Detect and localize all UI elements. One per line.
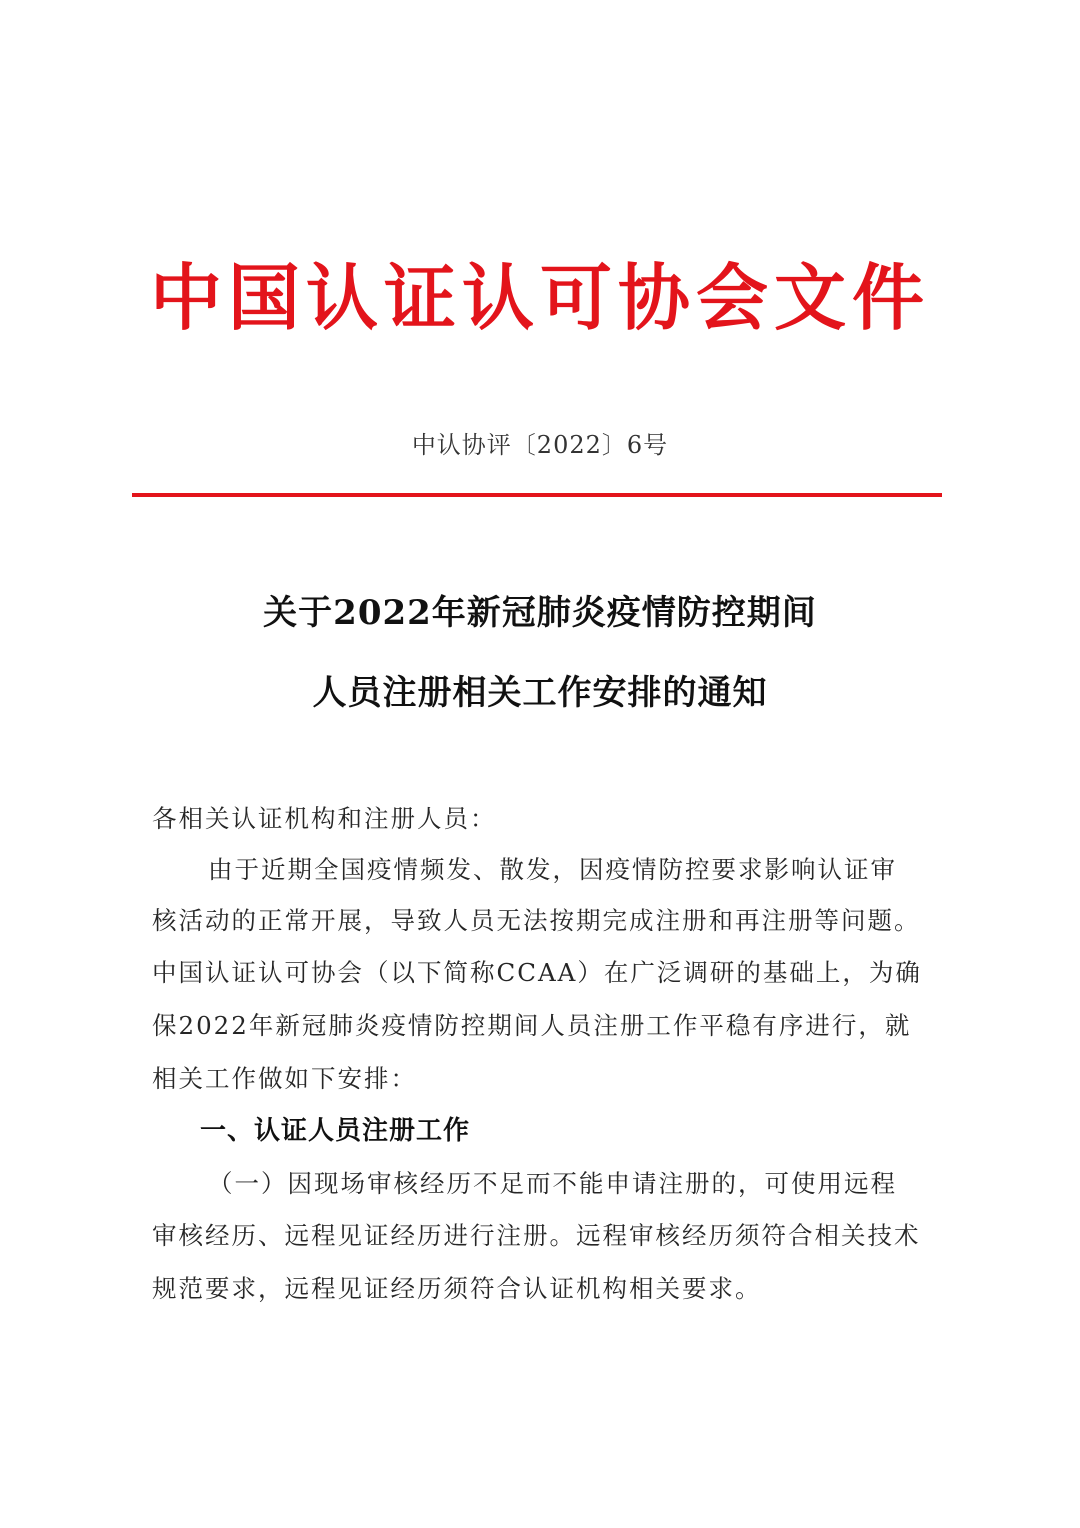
paragraph-1-line-1: 由于近期全国疫情频发、散发，因疫情防控要求影响认证审 [208,855,897,884]
paragraph-2-line-1: （一）因现场审核经历不足而不能申请注册的，可使用远程 [208,1169,897,1198]
section-1-heading: 一、认证人员注册工作 [200,1116,471,1146]
paragraph-1-line-3: 中国认证认可协会（以下简称CCAA）在广泛调研的基础上，为确 [152,958,922,987]
paragraph-2-line-3: 规范要求，远程见证经历须符合认证机构相关要求。 [152,1274,762,1303]
paragraph-1-line-2: 核活动的正常开展，导致人员无法按期完成注册和再注册等问题。 [152,906,921,935]
paragraph-2-line-2: 审核经历、远程见证经历进行注册。远程审核经历须符合相关技术 [152,1221,921,1250]
paragraph-1-line-5: 相关工作做如下安排： [152,1064,417,1093]
notice-title-line-2: 人员注册相关工作安排的通知 [312,673,768,713]
notice-title-line-1: 关于2022年新冠肺炎疫情防控期间 [263,593,817,633]
red-divider-line [132,493,942,497]
paragraph-1-line-4: 保2022年新冠肺炎疫情防控期间人员注册工作平稳有序进行，就 [152,1011,912,1040]
document-number: 中认协评〔2022〕6号 [411,431,669,459]
salutation: 各相关认证机构和注册人员： [152,804,497,833]
masthead-title: 中国认证认可协会文件 [149,256,930,340]
